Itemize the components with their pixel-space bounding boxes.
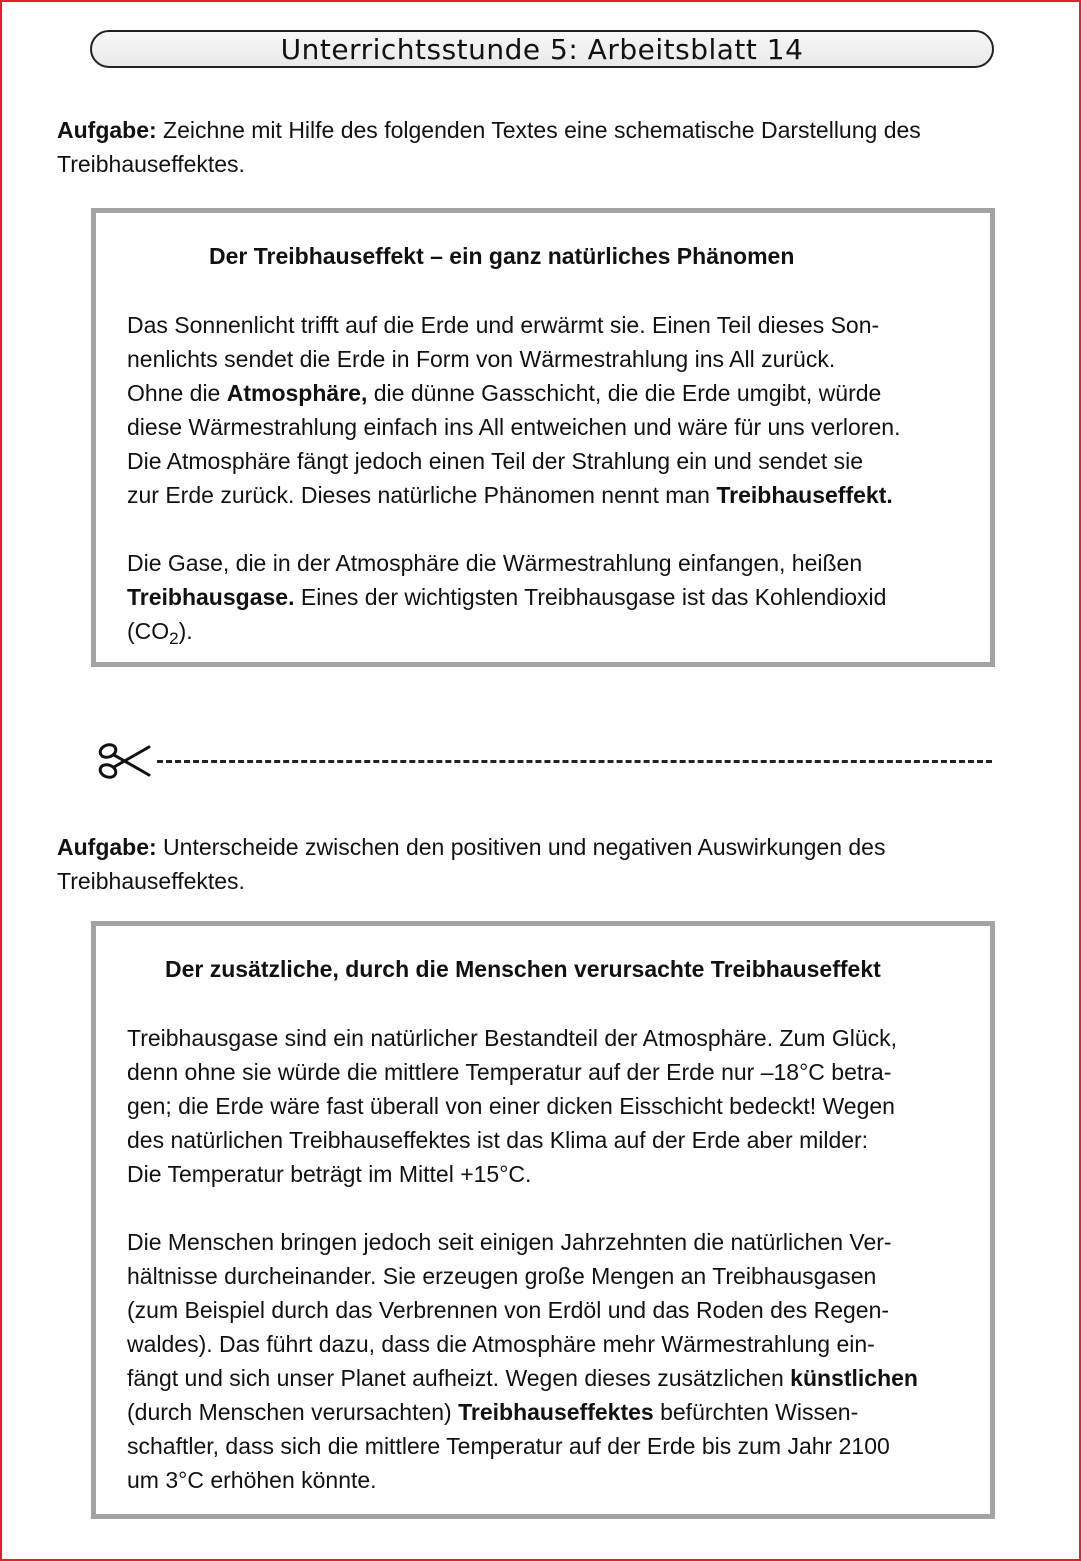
- task-2-text: Unterscheide zwischen den positiven und negativen Auswirkungen des: [156, 834, 886, 860]
- term-treibhausgase: Treibhausgase.: [127, 584, 295, 610]
- text-line: schaftler, dass sich die mittlere Temperatur auf der Erde bis zum Jahr 2100: [127, 1433, 890, 1459]
- text-line: denn ohne sie würde die mittlere Temperatur auf der Erde nur –18°C betra-: [127, 1059, 892, 1085]
- text-line: Ohne die: [127, 380, 227, 406]
- text-line: diese Wärmestrahlung einfach ins All entweichen und wäre für uns verloren.: [127, 414, 901, 440]
- box-1-title: Der Treibhauseffekt – ein ganz natürliches Phänomen: [209, 243, 795, 269]
- text-line: befürchten Wissen-: [653, 1399, 859, 1425]
- task-1-line-1: [57, 113, 1017, 147]
- text-line: Die Temperatur beträgt im Mittel +15°C.: [127, 1161, 532, 1187]
- box-1-text: [127, 308, 987, 648]
- text-line: fängt und sich unser Planet aufheizt. Wegen dieses zusätzlichen: [127, 1365, 791, 1391]
- term-kuenstlichen: künstlichen: [790, 1365, 918, 1391]
- box-2-paragraph-2: [127, 1225, 987, 1497]
- text-line: Die Gase, die in der Atmosphäre die Wärmestrahlung einfangen, heißen: [127, 550, 863, 576]
- text-line: (zum Beispiel durch das Verbrennen von Erdöl und das Roden des Regen-: [127, 1297, 890, 1323]
- text-line: ).: [178, 618, 193, 644]
- text-line: Die Menschen bringen jedoch seit einigen Jahrzehnten die natürlichen Ver-: [127, 1229, 892, 1255]
- text-line: des natürlichen Treibhauseffektes ist das Klima auf der Erde aber milder:: [127, 1127, 869, 1153]
- term-treibhauseffektes: Treibhauseffektes: [458, 1399, 654, 1425]
- text-line: Die Atmosphäre fängt jedoch einen Teil der Strahlung ein und sendet sie: [127, 448, 864, 474]
- box-2-text: [127, 1021, 987, 1497]
- text-line: die dünne Gasschicht, die die Erde umgibt, würde: [367, 380, 882, 406]
- cut-line: [97, 740, 992, 782]
- term-treibhauseffekt: Treibhauseffekt.: [716, 482, 893, 508]
- dashed-line: [157, 760, 992, 763]
- scissors-icon: [97, 740, 153, 782]
- worksheet-title: Unterrichtsstunde 5: Arbeitsblatt 14: [90, 30, 994, 68]
- task-2-label: Aufgabe:: [57, 834, 157, 860]
- text-line: um 3°C erhöhen könnte.: [127, 1467, 377, 1493]
- box-2-paragraph-1: [127, 1021, 987, 1191]
- task-2-line-2: Treibhauseffektes.: [57, 868, 245, 894]
- task-2: [57, 830, 1017, 898]
- text-line: hältnisse durcheinander. Sie erzeugen große Mengen an Treibhausgasen: [127, 1263, 877, 1289]
- text-line: nenlichts sendet die Erde in Form von Wärmestrahlung ins All zurück.: [127, 346, 836, 372]
- task-1-line-2: Treibhauseffektes.: [57, 151, 245, 177]
- task-1-label: Aufgabe:: [57, 117, 157, 143]
- text-line: Eines der wichtigsten Treibhausgase ist das Kohlendioxid: [294, 584, 887, 610]
- box-1-paragraph-2: [127, 546, 987, 648]
- text-line: (durch Menschen verursachten): [127, 1399, 459, 1425]
- text-line: Das Sonnenlicht trifft auf die Erde und erwärmt sie. Einen Teil dieses Son-: [127, 312, 880, 338]
- task-1-text: Zeichne mit Hilfe des folgenden Textes eine schematische Darstellung des: [156, 117, 921, 143]
- text-box-natural-greenhouse-effect: [91, 208, 995, 667]
- box-1-paragraph-1: [127, 308, 987, 512]
- text-line: (CO: [127, 618, 170, 644]
- text-line: gen; die Erde wäre fast überall von einer dicken Eisschicht bedeckt! Wegen: [127, 1093, 895, 1119]
- term-atmosphaere: Atmosphäre,: [226, 380, 368, 406]
- task-1: [57, 113, 1017, 181]
- box-2-title: Der zusätzliche, durch die Menschen verursachte Treibhauseffekt: [165, 956, 881, 982]
- task-2-line-1: [57, 830, 1017, 864]
- text-line: waldes). Das führt dazu, dass die Atmosphäre mehr Wärmestrahlung ein-: [127, 1331, 875, 1357]
- text-box-human-greenhouse-effect: [91, 921, 995, 1519]
- subscript: 2: [169, 629, 179, 648]
- text-line: Treibhausgase sind ein natürlicher Bestandteil der Atmosphäre. Zum Glück,: [127, 1025, 898, 1051]
- text-line: zur Erde zurück. Dieses natürliche Phänomen nennt man: [127, 482, 717, 508]
